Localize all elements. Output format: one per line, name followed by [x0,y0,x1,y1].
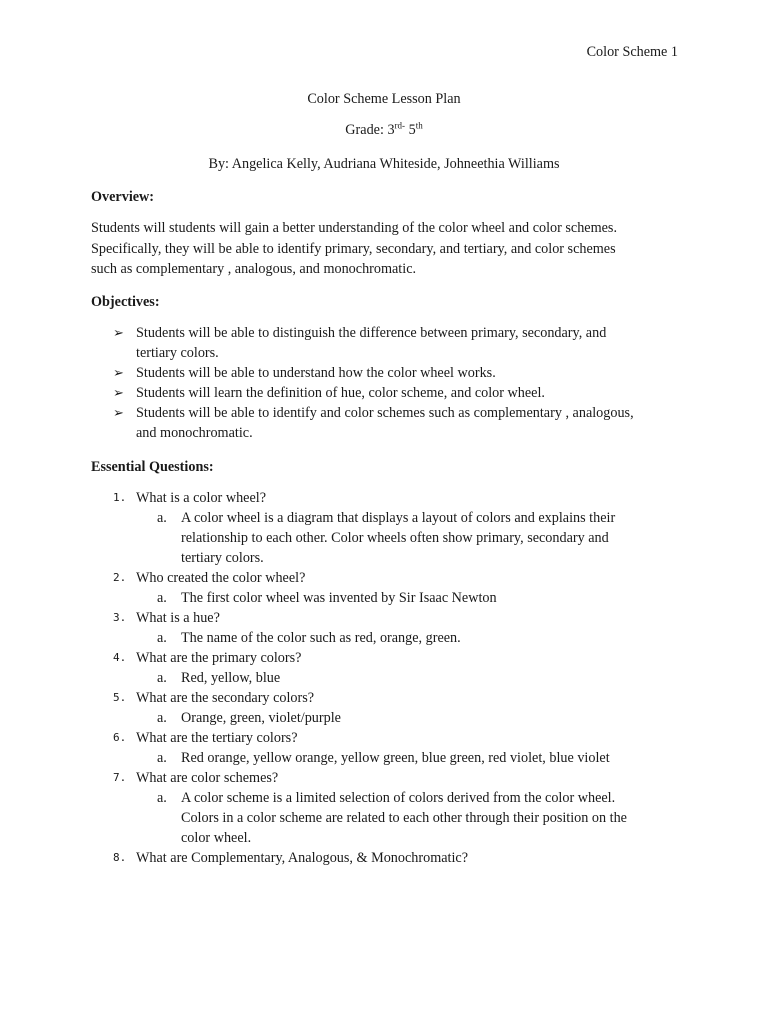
objective-3-line-1: Students will learn the definition of hue, color scheme, and color wheel. [136,385,545,401]
answer-label: a. [157,790,167,806]
grade-sup-th: th [415,120,423,131]
question-number: 4. [113,651,127,664]
objective-bullet-icon: ➢ [113,365,124,380]
answer-label: a. [157,670,167,686]
overview-heading: Overview: [91,189,155,205]
answer-7-line-2: Colors in a color scheme are related to each other through their position on the [181,810,627,826]
question-number: 7. [113,771,127,784]
question-1: What is a color wheel? [136,490,266,506]
objective-bullet-icon: ➢ [113,405,124,420]
question-number: 3. [113,611,127,624]
objective-bullet-icon: ➢ [113,385,124,400]
answer-6-line-1: Red orange, yellow orange, yellow green, blue green, red violet, blue violet [181,750,610,766]
objective-4-line-1: Students will be able to identify and color schemes such as complementary , analogous, [136,405,634,421]
answer-5-line-1: Orange, green, violet/purple [181,710,341,726]
question-6: What are the tertiary colors? [136,730,298,746]
overview-line-3: such as complementary , analogous, and monochromatic. [91,261,417,277]
answer-1-line-2: relationship to each other. Color wheels often show primary, secondary and [181,530,609,546]
answer-7-line-1: A color scheme is a limited selection of colors derived from the color wheel. [181,790,616,806]
lesson-title: Color Scheme Lesson Plan [307,91,461,107]
answer-label: a. [157,710,167,726]
essential-questions-heading: Essential Questions: [91,459,214,475]
objective-2-line-1: Students will be able to understand how the color wheel works. [136,365,496,381]
question-5: What are the secondary colors? [136,690,315,706]
running-header: Color Scheme 1 [586,44,678,60]
question-number: 5. [113,691,127,704]
objective-1-line-2: tertiary colors. [136,345,219,361]
question-2: Who created the color wheel? [136,570,306,586]
answer-1-line-3: tertiary colors. [181,550,264,566]
overview-line-1: Students will students will gain a better understanding of the color wheel and color schemes. [91,220,617,236]
objective-4-line-2: and monochromatic. [136,425,253,441]
grade-prefix: Grade: 3 [345,122,395,138]
objective-1-line-1: Students will be able to distinguish the difference between primary, secondary, and [136,325,607,341]
question-3: What is a hue? [136,610,220,626]
authors-line: By: Angelica Kelly, Audriana Whiteside, Johneethia Williams [208,156,560,172]
answer-4-line-1: Red, yellow, blue [181,670,281,686]
answer-1-line-1: A color wheel is a diagram that displays a layout of colors and explains their [181,510,616,526]
question-number: 1. [113,491,127,504]
question-number: 8. [113,851,127,864]
question-8: What are Complementary, Analogous, & Monochromatic? [136,850,468,866]
objective-bullet-icon: ➢ [113,325,124,340]
question-7: What are color schemes? [136,770,279,786]
answer-label: a. [157,630,167,646]
answer-label: a. [157,590,167,606]
answer-3-line-1: The name of the color such as red, orange, green. [181,630,461,646]
answer-label: a. [157,510,167,526]
grade-line [0,120,768,140]
grade-mid: 5 [405,122,416,138]
answer-2-line-1: The first color wheel was invented by Sir Isaac Newton [181,590,497,606]
overview-line-2: Specifically, they will be able to identify primary, secondary, and tertiary, and color schemes [91,241,616,257]
question-number: 6. [113,731,127,744]
answer-7-line-3: color wheel. [181,830,252,846]
grade-sup-rd: rd- [394,120,406,131]
question-number: 2. [113,571,127,584]
answer-label: a. [157,750,167,766]
question-4: What are the primary colors? [136,650,302,666]
objectives-heading: Objectives: [91,294,160,310]
